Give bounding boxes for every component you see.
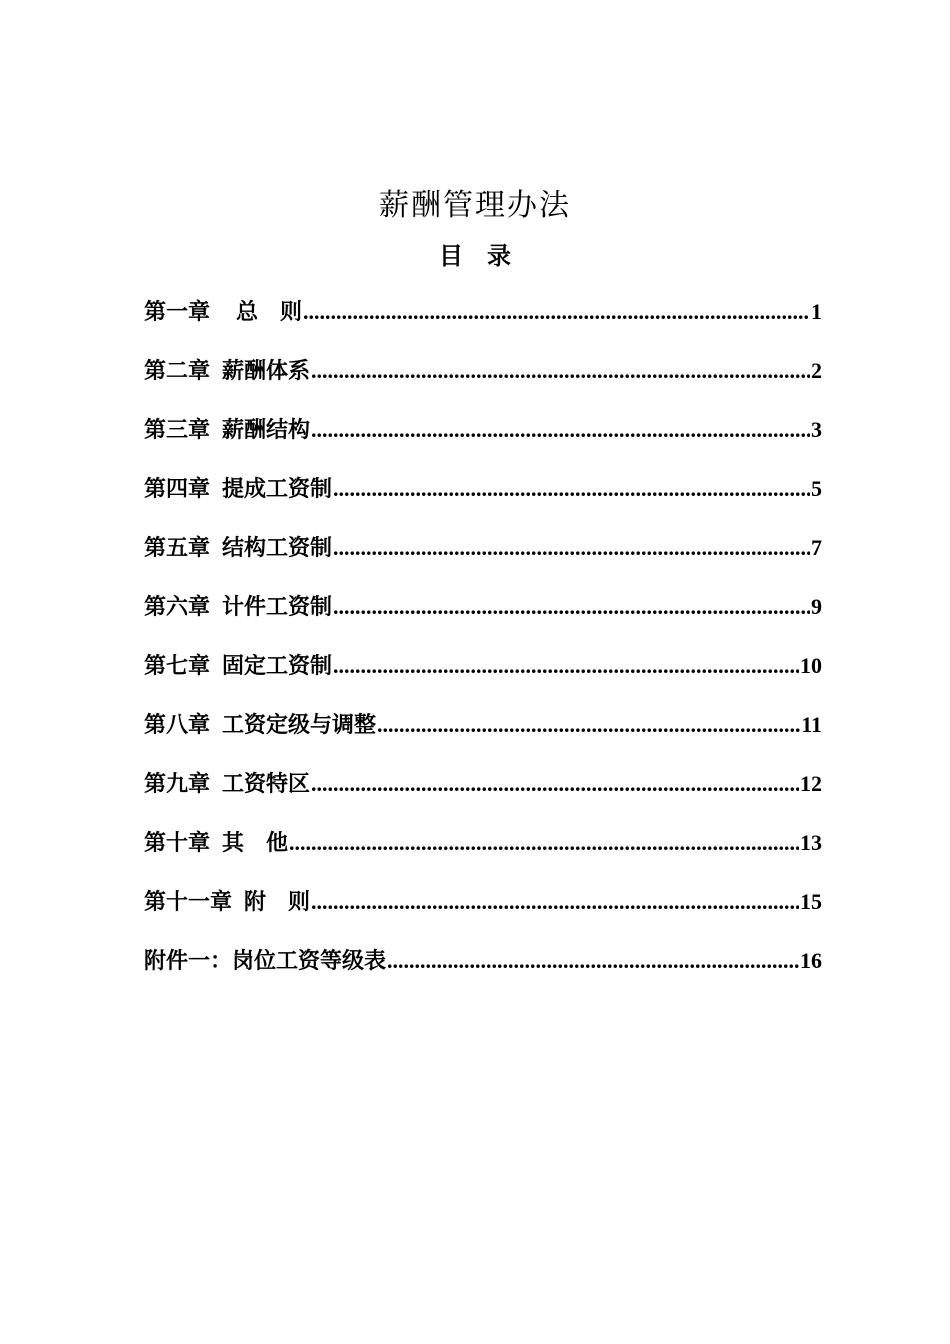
toc-dot-leader xyxy=(333,646,799,686)
toc-page-number: 11 xyxy=(801,712,822,737)
toc-dot-leader xyxy=(311,764,799,804)
toc-page-number: 15 xyxy=(800,889,822,914)
toc-page-number: 9 xyxy=(811,594,822,619)
document-title: 薪酬管理办法 xyxy=(379,188,571,224)
toc-entry-title: 固定工资制 xyxy=(222,654,333,679)
toc-entry-title: 薪酬结构 xyxy=(222,418,311,443)
toc-entry-11[interactable] xyxy=(144,882,822,941)
toc-dot-leader xyxy=(333,587,810,627)
toc-chapter-label: 第四章 xyxy=(144,477,211,502)
toc-dot-leader xyxy=(289,823,799,863)
toc-chapter-label: 第十章 xyxy=(144,831,211,856)
toc-entry-title: 薪酬体系 xyxy=(222,359,311,384)
toc-entry-4[interactable] xyxy=(144,469,822,528)
toc-entry-9[interactable] xyxy=(144,764,822,823)
toc-entry-title: 结构工资制 xyxy=(222,536,333,561)
toc-entry-title: 工资特区 xyxy=(222,772,311,797)
toc-page-number: 16 xyxy=(800,948,822,973)
toc-entry-2[interactable] xyxy=(144,351,822,410)
toc-page-number: 7 xyxy=(811,535,822,560)
toc-entry-1[interactable] xyxy=(144,292,822,351)
toc-page-number: 13 xyxy=(800,830,822,855)
toc-entry-title: 附 则 xyxy=(244,890,311,915)
toc-dot-leader xyxy=(333,528,810,568)
toc-dot-leader xyxy=(377,705,800,745)
toc-chapter-label: 第七章 xyxy=(144,654,211,679)
toc-entry-5[interactable] xyxy=(144,528,822,587)
toc-entry-title: 提成工资制 xyxy=(222,477,333,502)
table-of-contents xyxy=(144,292,822,1000)
toc-entry-8[interactable] xyxy=(144,705,822,764)
toc-page-number: 12 xyxy=(800,771,822,796)
toc-entry-title: 总 则 xyxy=(236,300,303,325)
toc-heading xyxy=(0,236,950,271)
toc-dot-leader xyxy=(387,941,799,981)
toc-dot-leader xyxy=(303,292,810,332)
toc-chapter-label: 第五章 xyxy=(144,536,211,561)
toc-chapter-label: 附件一： xyxy=(144,949,233,974)
toc-entry-3[interactable] xyxy=(144,410,822,469)
toc-page-number: 2 xyxy=(811,358,822,383)
toc-chapter-label: 第三章 xyxy=(144,418,211,443)
toc-page-number: 1 xyxy=(811,299,822,324)
toc-entry-title: 岗位工资等级表 xyxy=(232,949,387,974)
toc-entry-title: 工资定级与调整 xyxy=(222,713,377,738)
toc-entry-title: 其 他 xyxy=(222,831,289,856)
toc-chapter-label: 第八章 xyxy=(144,713,211,738)
toc-heading-char-1: 目 xyxy=(439,242,463,270)
toc-chapter-label: 第九章 xyxy=(144,772,211,797)
toc-heading-char-2: 录 xyxy=(487,242,511,270)
toc-entry-7[interactable] xyxy=(144,646,822,705)
toc-chapter-label: 第二章 xyxy=(144,359,211,384)
toc-chapter-label: 第一章 xyxy=(144,300,211,325)
toc-dot-leader xyxy=(333,469,810,509)
toc-entry-10[interactable] xyxy=(144,823,822,882)
toc-page-number: 10 xyxy=(800,653,822,678)
toc-chapter-label: 第六章 xyxy=(144,595,211,620)
toc-page-number: 3 xyxy=(811,417,822,442)
toc-page-number: 5 xyxy=(811,476,822,501)
toc-chapter-label: 第十一章 xyxy=(144,890,233,915)
toc-entry-title: 计件工资制 xyxy=(222,595,333,620)
toc-entry-appendix[interactable] xyxy=(144,941,822,1000)
toc-dot-leader xyxy=(311,882,799,922)
toc-dot-leader xyxy=(311,351,810,391)
toc-dot-leader xyxy=(311,410,810,450)
toc-entry-6[interactable] xyxy=(144,587,822,646)
